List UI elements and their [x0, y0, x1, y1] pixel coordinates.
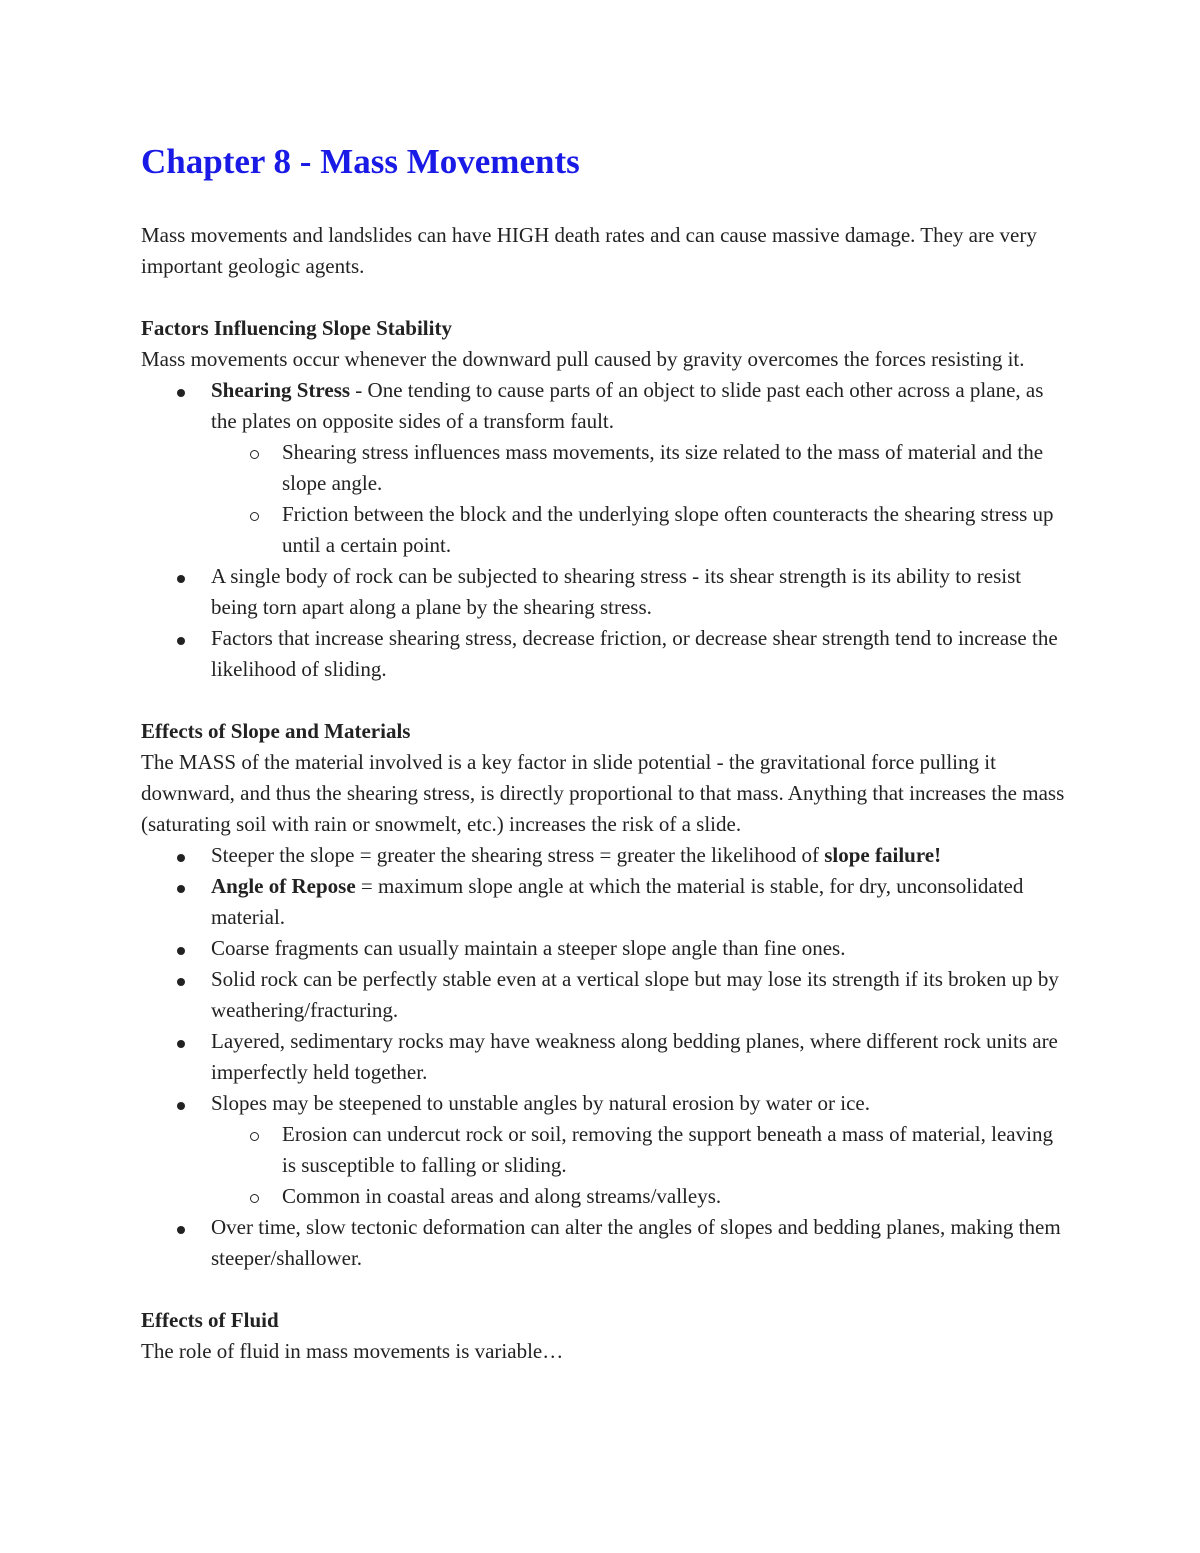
list-item: [141, 1212, 1071, 1274]
page-title: Chapter 8 - Mass Movements: [141, 142, 580, 181]
list-item-text: Over time, slow tectonic deformation can alter the angles of slopes and bedding planes, making them steeper/shallower.: [211, 1215, 1061, 1270]
list-item-text: Factors that increase shearing stress, decrease friction, or decrease shear strength tend to increase the likelihood of sliding.: [211, 626, 1058, 681]
sub-list-item: [211, 437, 1071, 499]
bullet-icon: [177, 1226, 185, 1234]
list-item: [141, 964, 1071, 1026]
sub-list: [211, 437, 1071, 561]
bullet-icon: [177, 637, 185, 645]
bullet-list: [141, 840, 1071, 1274]
bullet-icon: [177, 854, 185, 862]
list-item: [141, 623, 1071, 685]
bullet-icon: [177, 389, 185, 397]
bullet-icon: [177, 885, 185, 893]
term: Shearing Stress: [211, 378, 351, 402]
list-item-text: Friction between the block and the underlying slope often counteracts the shearing stress up until a certain point.: [282, 502, 1054, 557]
bullet-list: [141, 375, 1071, 685]
list-item-text: = maximum slope angle at which the material is stable, for dry, unconsolidated material.: [211, 874, 1024, 929]
section-heading-slope-materials: Effects of Slope and Materials: [141, 719, 411, 743]
list-item-text: Shearing stress influences mass movements, its size related to the mass of material and the slope angle.: [282, 440, 1044, 495]
list-item-text: Erosion can undercut rock or soil, removing the support beneath a mass of material, leaving is susceptible to falling or sliding.: [282, 1122, 1053, 1177]
hollow-bullet-icon: [250, 1132, 259, 1141]
list-item-text: A single body of rock can be subjected to shearing stress - its shear strength is its ability to resist being torn apart along a plane by the shearing stress.: [211, 564, 1022, 619]
list-item: [141, 1026, 1071, 1088]
bullet-icon: [177, 1040, 185, 1048]
bullet-icon: [177, 947, 185, 955]
section-paragraph: Mass movements occur whenever the downward pull caused by gravity overcomes the forces resisting it.: [141, 347, 1025, 371]
sub-list: [211, 1119, 1071, 1212]
hollow-bullet-icon: [250, 1194, 259, 1203]
term: Angle of Repose: [211, 874, 356, 898]
list-item: [141, 871, 1071, 933]
list-item: [141, 1088, 1071, 1212]
sub-list-item: [211, 1181, 1071, 1212]
list-item-text: Layered, sedimentary rocks may have weakness along bedding planes, where different rock units are imperfectly held together.: [211, 1029, 1058, 1084]
list-item-text: Steeper the slope = greater the shearing stress = greater the likelihood of: [211, 843, 825, 867]
bullet-icon: [177, 1102, 185, 1110]
list-item-text: Solid rock can be perfectly stable even at a vertical slope but may lose its strength if its broken up by weathering/fracturing.: [211, 967, 1059, 1022]
list-item: [141, 561, 1071, 623]
section-paragraph: The role of fluid in mass movements is variable…: [141, 1339, 564, 1363]
list-item: [141, 375, 1071, 561]
section-paragraph: The MASS of the material involved is a key factor in slide potential - the gravitational force pulling it downward, and thus the shearing stress, is directly proportional to that mass. Anything that increases the mass (saturating soil with rain or snowmelt, etc.) increases the risk of a slide.: [141, 750, 1065, 836]
document-body: [141, 138, 1071, 1367]
intro-paragraph: Mass movements and landslides can have HIGH death rates and can cause massive damage. They are very important geologic agents.: [141, 223, 1037, 278]
list-item: [141, 840, 1071, 871]
bullet-icon: [177, 575, 185, 583]
list-item-text: Common in coastal areas and along streams/valleys.: [282, 1184, 722, 1208]
section-heading-fluid: Effects of Fluid: [141, 1308, 279, 1332]
sub-list-item: [211, 1119, 1071, 1181]
bullet-icon: [177, 978, 185, 986]
list-item-text: Slopes may be steepened to unstable angles by natural erosion by water or ice.: [211, 1091, 870, 1115]
list-item: [141, 933, 1071, 964]
sub-list-item: [211, 499, 1071, 561]
list-item-text: - One tending to cause parts of an object to slide past each other across a plane, as the plates on opposite sides of a transform fault.: [211, 378, 1044, 433]
section-heading-slope-stability: Factors Influencing Slope Stability: [141, 316, 452, 340]
emphasis: slope failure!: [824, 843, 942, 867]
hollow-bullet-icon: [250, 512, 259, 521]
hollow-bullet-icon: [250, 450, 259, 459]
list-item-text: Coarse fragments can usually maintain a steeper slope angle than fine ones.: [211, 936, 846, 960]
